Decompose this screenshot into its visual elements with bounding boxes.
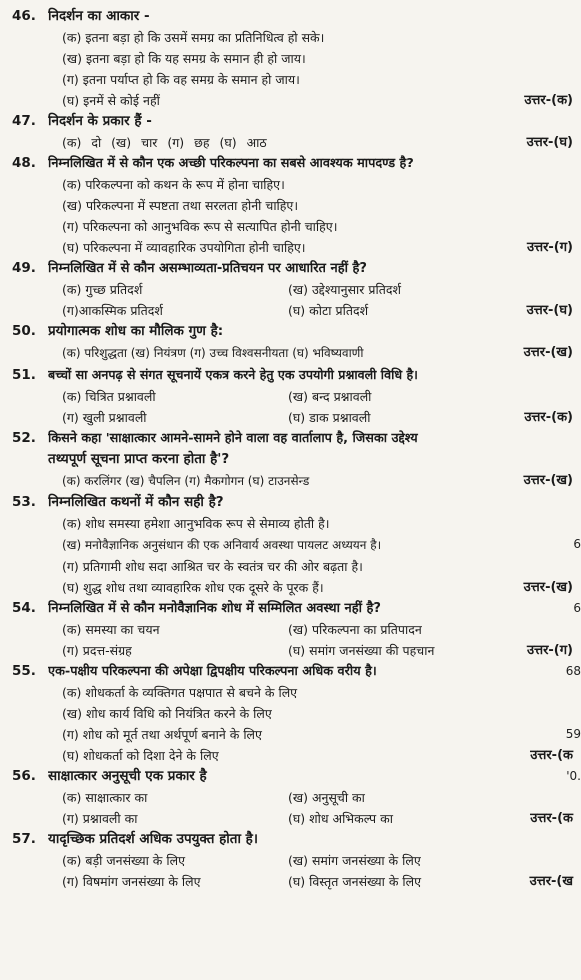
options-row-2	[0, 808, 581, 829]
option-b: (ख) बन्द प्रश्नावली	[288, 389, 372, 404]
option-c: (ग) परिकल्पना को आनुभविक रूप से सत्यापित होनी चाहिए।	[62, 219, 338, 234]
margin-number: '0.	[566, 769, 581, 783]
question-number: 46.	[12, 8, 36, 24]
option-d: (घ) इनमें से कोई नहीं	[62, 93, 160, 108]
option-a: (क) परिकल्पना को कथन के रूप में होना चाहिए।	[62, 177, 285, 192]
question-55	[0, 661, 581, 766]
option-d-row	[0, 90, 581, 111]
question-text: निम्नलिखित कथनों में कौन सही है?	[48, 494, 224, 510]
question-54	[0, 598, 581, 661]
question-text: एक-पक्षीय परिकल्पना की अपेक्षा द्विपक्षीय परिकल्पना अधिक वरीय है।	[48, 664, 377, 679]
question-text: निम्नलिखित में से कौन एक अच्छी परिकल्पना का सबसे आवश्यक मापदण्ड है?	[48, 156, 414, 171]
option-a: (क) साक्षात्कार का	[62, 790, 148, 805]
question-49-line	[0, 258, 581, 279]
question-number: 54.	[12, 600, 36, 616]
option-b: (ख) परिकल्पना में स्पष्टता तथा सरलता होनी चाहिए।	[62, 198, 299, 213]
answer-label: उत्तर-(ख	[529, 874, 573, 889]
question-number: 51.	[12, 367, 36, 383]
question-text: निम्नलिखित में से कौन असम्भाव्यता-प्रतिचयन पर आधारित नहीं है?	[48, 261, 367, 276]
option-a: (क) बड़ी जनसंख्या के लिए	[62, 853, 185, 868]
answer-label: उत्तर-(क)	[524, 410, 573, 425]
option-c: (ग) प्रश्नावली का	[62, 811, 138, 826]
options-row-1	[0, 279, 581, 300]
answer-label: उत्तर-(घ)	[526, 303, 573, 318]
answer-label: उत्तर-(ग)	[526, 240, 573, 255]
question-text: किसने कहा 'साक्षात्कार आमने-सामने होने वाला वह वार्तालाप है, जिसका उद्देश्य	[48, 431, 418, 446]
options-row-1	[0, 386, 581, 407]
options-row-2	[0, 407, 581, 428]
option-a: (क) इतना बड़ा हो कि उसमें समग्र का प्रतिनिधित्व हो सके।	[62, 30, 325, 45]
option-c: (ग)आकस्मिक प्रतिदर्श	[62, 303, 163, 318]
margin-number: 6	[573, 537, 581, 551]
margin-number: 59	[565, 727, 581, 741]
answer-label: उत्तर-(ख)	[523, 473, 573, 488]
answer-label: उत्तर-(ख)	[523, 345, 573, 360]
question-56	[0, 766, 581, 829]
option-c: (ग) प्रदत्त-संग्रह	[62, 643, 132, 658]
answer-label: उत्तर-(क	[530, 811, 573, 826]
option-d-row	[0, 577, 581, 598]
option-a: (क) समस्या का चयन	[62, 622, 160, 637]
question-56-line	[0, 766, 581, 787]
option-d: (घ) कोटा प्रतिदर्श	[288, 303, 369, 318]
question-47-line	[0, 111, 581, 132]
question-number: 47.	[12, 113, 36, 129]
option-b: (ख) उद्देश्यानुसार प्रतिदर्श	[288, 282, 401, 297]
question-text: यादृच्छिक प्रतिदर्श अधिक उपयुक्त होता है।	[48, 831, 258, 847]
option-a: (क) चित्रित प्रश्नावली	[62, 389, 156, 404]
option-c: (ग) शोध को मूर्त तथा अर्थपूर्ण बनाने के लिए	[62, 727, 262, 742]
option-b: (ख) इतना बड़ा हो कि यह समग्र के समान ही हो जाय।	[62, 51, 306, 66]
answer-label: उत्तर-(घ)	[526, 135, 573, 150]
question-number: 50.	[12, 323, 36, 339]
question-text: निदर्शन का आकार -	[48, 8, 150, 24]
question-52-line	[0, 428, 581, 449]
option-b: (ख) शोध कार्य विधि को नियंत्रित करने के लिए	[62, 706, 272, 721]
question-text: साक्षात्कार अनुसूची एक प्रकार है	[48, 768, 207, 784]
question-46	[0, 6, 581, 111]
option-d-row	[0, 237, 581, 258]
answer-label: उत्तर-(क	[530, 748, 573, 763]
question-53-line	[0, 492, 581, 513]
question-text: बच्चों सा अनपढ़ से संगत सूचनायें एकत्र करने हेतु एक उपयोगी प्रश्नावली विधि है।	[48, 367, 418, 382]
option-a: (क) शोधकर्ता के व्यक्तिगत पक्षपात से बचने के लिए	[62, 685, 298, 700]
question-50	[0, 321, 581, 364]
option-a: (क) गुच्छ प्रतिदर्श	[62, 282, 143, 297]
options-row-1	[0, 850, 581, 871]
options-row	[0, 132, 581, 153]
question-text: निम्नलिखित में से कौन मनोवैज्ञानिक शोध में सम्मिलित अवस्था नहीं है?	[48, 601, 381, 616]
option-d: (घ) समांग जनसंख्या की पहचान	[288, 643, 435, 658]
options-row-2	[0, 871, 581, 892]
question-50-line	[0, 321, 581, 342]
options-inline: (क) दो (ख) चार (ग) छह (घ) आठ	[62, 135, 267, 150]
question-48	[0, 153, 581, 258]
question-57	[0, 829, 581, 892]
question-number: 55.	[12, 663, 36, 679]
options-inline: (क) करलिंगर (ख) चैपलिन (ग) मैकगोगन (घ) टाउनसेन्ड	[62, 474, 310, 488]
option-b: (ख) मनोवैज्ञानिक अनुसंधान की एक अनिवार्य अवस्था पायलट अध्ययन है।	[62, 538, 382, 552]
options-row	[0, 342, 581, 364]
option-c-row	[0, 724, 581, 745]
question-number: 56.	[12, 768, 36, 784]
question-text-continued: तथ्यपूर्ण सूचना प्राप्त करना होता है'?	[48, 451, 230, 467]
question-47	[0, 111, 581, 153]
option-d: (घ) परिकल्पना में व्यावहारिक उपयोगिता होनी चाहिए।	[62, 240, 306, 255]
option-d: (घ) शोध अभिकल्प का	[288, 811, 393, 826]
question-text: निदर्शन के प्रकार हैं -	[48, 113, 152, 129]
answer-label: उत्तर-(ख)	[523, 580, 573, 595]
option-c: (ग) विषमांग जनसंख्या के लिए	[62, 874, 201, 889]
question-57-line	[0, 829, 581, 850]
option-c: (ग) प्रतिगामी शोध सदा आश्रित चर के स्वतंत्र चर की ओर बढ़ता है।	[62, 559, 363, 574]
question-number: 53.	[12, 494, 36, 510]
option-b: (ख) परिकल्पना का प्रतिपादन	[288, 622, 422, 637]
question-number: 52.	[12, 430, 36, 446]
question-48-line	[0, 153, 581, 174]
option-c: (ग) इतना पर्याप्त हो कि वह समग्र के समान हो जाय।	[62, 72, 300, 87]
question-number: 57.	[12, 831, 36, 847]
question-number: 49.	[12, 260, 36, 276]
question-55-line	[0, 661, 581, 682]
margin-number: 6	[573, 601, 581, 615]
answer-label: उत्तर-(ग)	[526, 643, 573, 658]
question-51	[0, 364, 581, 428]
margin-number: 68	[565, 664, 581, 678]
option-b: (ख) समांग जनसंख्या के लिए	[288, 853, 421, 868]
question-number: 48.	[12, 155, 36, 171]
option-b-row	[0, 534, 581, 556]
question-53	[0, 492, 581, 598]
option-d: (घ) डाक प्रश्नावली	[288, 410, 371, 425]
answer-label: उत्तर-(क)	[524, 93, 573, 108]
options-inline: (क) परिशुद्धता (ख) नियंत्रण (ग) उच्च विश्वसनीयता (घ) भविष्यवाणी	[62, 346, 364, 360]
option-a: (क) शोध समस्या हमेशा आनुभविक रूप से सेमाव्य होती है।	[62, 516, 330, 531]
option-c: (ग) खुली प्रश्नावली	[62, 410, 147, 425]
question-52	[0, 428, 581, 492]
options-row-2	[0, 300, 581, 321]
option-b: (ख) अनुसूची का	[288, 790, 365, 805]
question-49	[0, 258, 581, 321]
options-row-1	[0, 619, 581, 640]
option-d: (घ) शोधकर्ता को दिशा देने के लिए	[62, 748, 219, 763]
option-d: (घ) विस्तृत जनसंख्या के लिए	[288, 874, 422, 889]
question-51-line	[0, 364, 581, 386]
question-54-line	[0, 598, 581, 619]
question-text: प्रयोगात्मक शोध का मौलिक गुण है:	[48, 323, 224, 339]
options-row	[0, 470, 581, 492]
question-46-line	[0, 6, 581, 27]
option-d-row	[0, 745, 581, 766]
option-d: (घ) शुद्ध शोध तथा व्यावहारिक शोध एक दूसरे के पूरक हैं।	[62, 580, 324, 595]
options-row-1	[0, 787, 581, 808]
options-row-2	[0, 640, 581, 661]
